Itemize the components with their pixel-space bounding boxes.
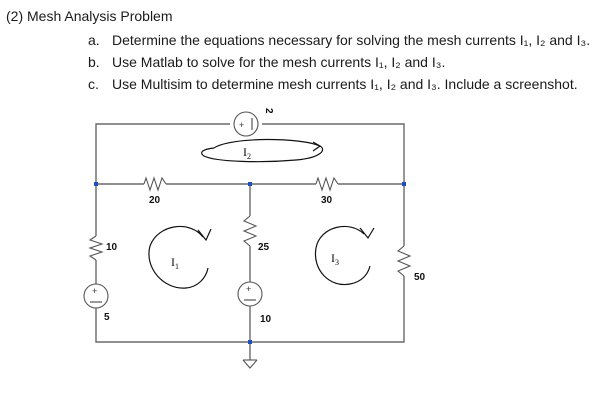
item-text: Use Matlab to solve for the mesh currents I₁, I₂ and I₃. [112,54,446,70]
label-i1: $I_1$ [171,255,179,271]
mesh-current-i3 [315,226,374,284]
node-right [402,182,406,186]
voltage-source-mid [238,282,272,325]
arrowhead-icon [198,229,211,240]
label-resistor-left: 10 [106,242,118,253]
label-i3: $I_3$ [331,251,339,267]
node-mid [248,182,252,186]
label-top-source: 2 [263,108,274,114]
item-letter: a. [88,32,100,48]
resistor-top-left [144,178,166,206]
plus-sign: + [239,120,245,130]
plus-sign: + [92,286,98,296]
label-resistor-right: 50 [414,272,426,283]
loop-arrow-icon [202,139,323,161]
label-source-mid: 10 [260,314,272,325]
resistor-mid [244,216,270,260]
item-letter: c. [88,76,99,92]
item-letter: b. [88,54,100,70]
item-text: Use Multisim to determine mesh currents I₁, I₂ and I₃. Include a screenshot. [112,76,578,92]
resistor-top-right [316,178,338,206]
wire-top-right [262,124,404,246]
loop-arrow-icon [149,226,208,288]
resistor-zigzag [90,236,102,260]
mesh-current-i1 [149,226,211,288]
loop-arrow-icon [315,226,370,284]
ground-icon [243,360,257,368]
label-resistor-mid: 25 [258,242,270,253]
resistor-zigzag [144,178,166,190]
resistor-zigzag [398,246,410,276]
voltage-source-left [84,284,110,323]
resistor-left [90,236,118,260]
label-resistor-top-left: 20 [149,195,161,206]
node-ground [248,340,252,344]
label-i2: $I_2$ [243,145,251,161]
resistor-zigzag [244,216,256,246]
item-text: Determine the equations necessary for solving the mesh currents I₁, I₂ and I₃. [112,32,591,48]
label-resistor-top-right: 30 [321,195,333,206]
resistor-right [398,246,426,306]
plus-sign: + [246,284,252,294]
mesh-current-i2 [202,139,323,161]
voltage-source-top [234,108,274,136]
source-circle [234,112,258,136]
label-source-left: 5 [104,312,110,323]
problem-title: (2) Mesh Analysis Problem [6,8,173,24]
resistor-zigzag [316,178,338,190]
node-left [94,182,98,186]
